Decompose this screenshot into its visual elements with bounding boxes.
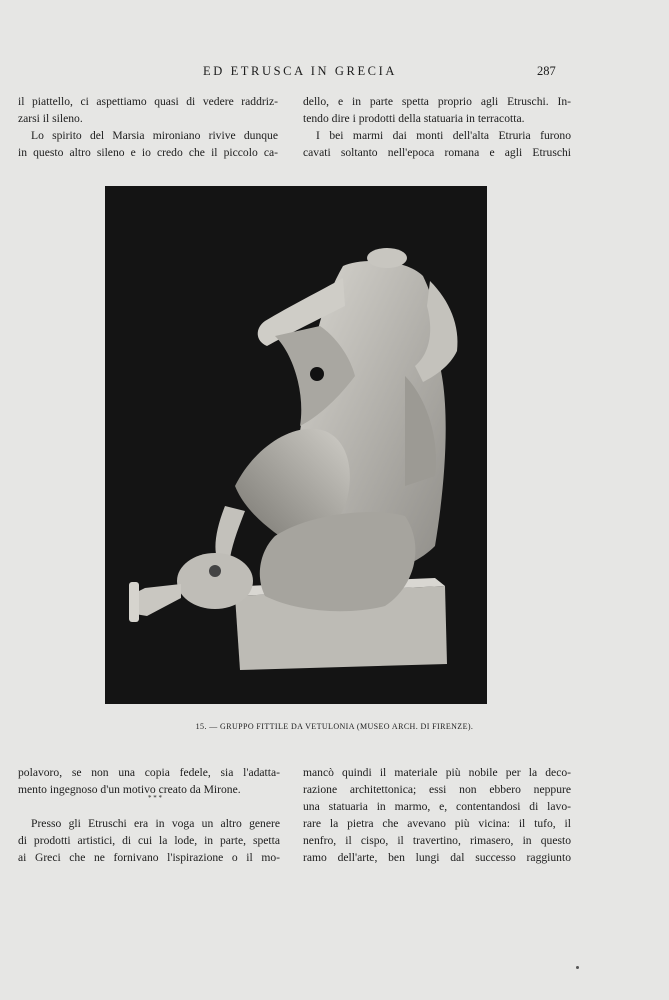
text-line: Presso gli Etruschi era in voga un altro genere	[31, 817, 280, 830]
text-line: mento ingegnoso d'un motivo creato da Mirone.	[18, 783, 241, 796]
sculpture-illustration	[105, 186, 487, 704]
text-column-bottom-left	[18, 764, 280, 866]
text-column-bottom-right	[303, 764, 571, 866]
text-line: polavoro, se non una copia fedele, sia l'adatta-	[18, 766, 280, 779]
text-column-top-right	[303, 93, 571, 161]
terracotta-group-photo	[105, 186, 487, 704]
text-line: rare la pietra che avevano più vicina: il tufo, il	[303, 817, 571, 830]
text-line: una statuaria in marmo, e, contentandosi di lavo-	[303, 800, 571, 813]
text-column-top-left	[18, 93, 278, 161]
text-line: tendo dire i prodotti della statuaria in terracotta.	[303, 112, 525, 125]
running-title: ED ETRUSCA IN GRECIA	[202, 64, 398, 78]
text-line: di prodotti artistici, di cui la lode, in parte, spetta	[18, 834, 280, 847]
text-line: ai Greci che ne fornivano l'ispirazione o il mo-	[18, 851, 280, 864]
text-line: zarsi il sileno.	[18, 112, 83, 125]
text-line: Lo spirito del Marsia mironiano rivive dunque	[31, 129, 278, 142]
page-number: 287	[537, 64, 556, 78]
section-break-asterisks: * * *	[148, 794, 162, 802]
text-line: il piattello, ci aspettiamo quasi di vedere raddriz-	[18, 95, 278, 108]
text-line: I bei marmi dai monti dell'alta Etruria furono	[316, 129, 571, 142]
text-line: in questo altro sileno e io credo che il piccolo ca-	[18, 146, 278, 159]
text-line: mancò quindi il materiale più nobile per la deco-	[303, 766, 571, 779]
text-line: nenfro, il cispo, il travertino, rimasero, in questo	[303, 834, 571, 847]
figure-caption: 15. — GRUPPO FITTILE DA VETULONIA (MUSEO ARCH. DI FIRENZE).	[195, 722, 474, 731]
text-line: ramo dell'arte, ben lungi dal successo raggiunto	[303, 851, 571, 864]
ink-speck	[576, 966, 579, 969]
text-line: cavati soltanto nell'epoca romana e agli Etruschi	[303, 146, 571, 159]
text-line: razione architettonica; essi non ebbero neppure	[303, 783, 571, 796]
running-head	[0, 64, 669, 80]
text-line: dello, e in parte spetta proprio agli Etruschi. In-	[303, 95, 571, 108]
